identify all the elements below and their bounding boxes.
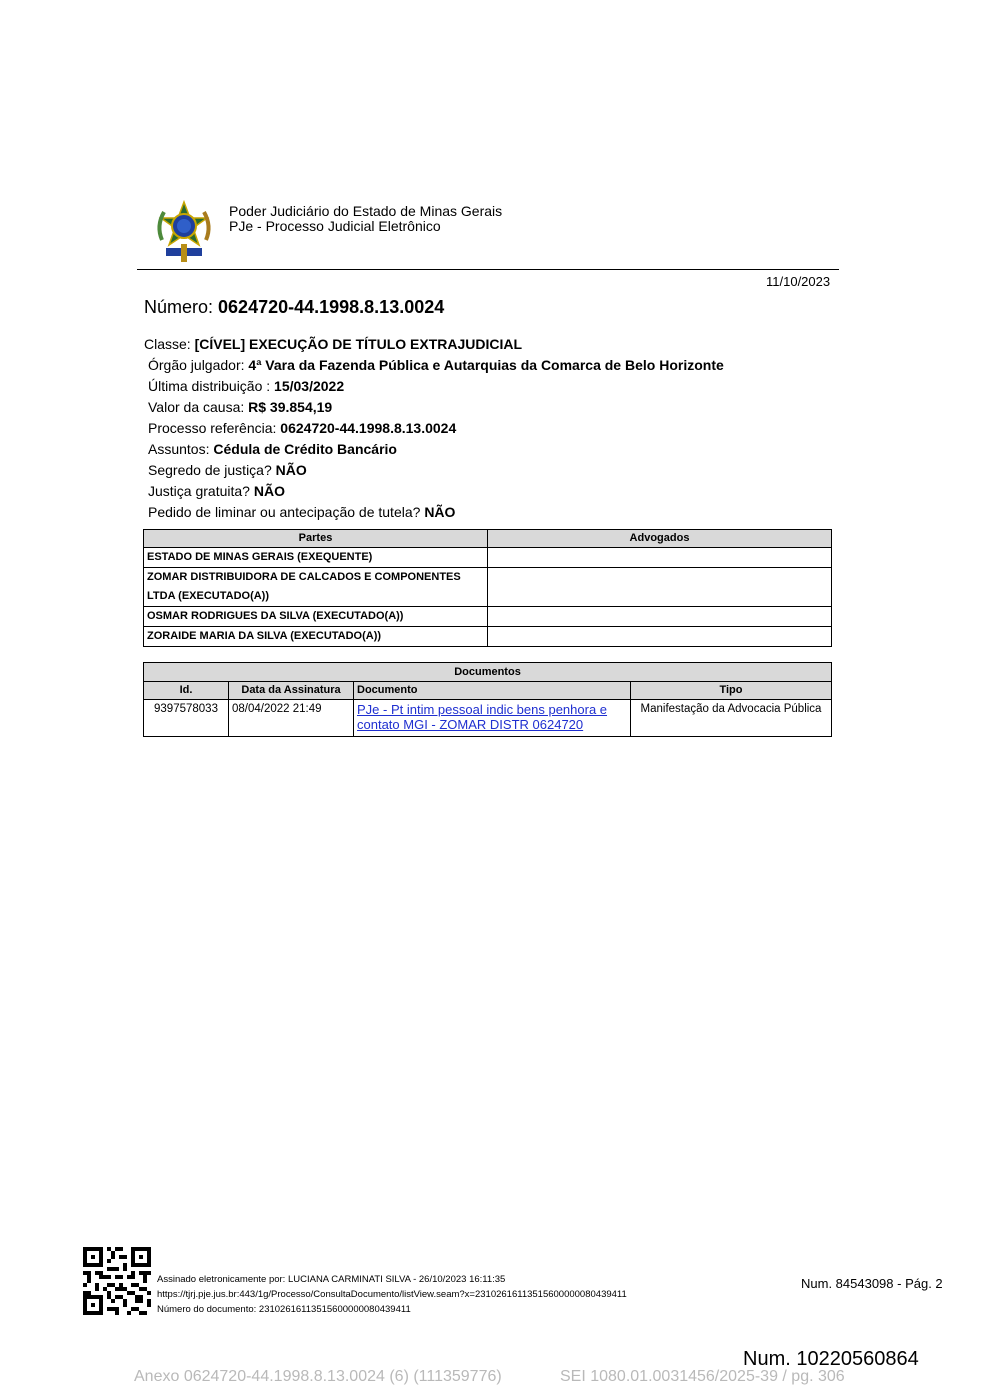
- field-value: Cédula de Crédito Bancário: [213, 441, 397, 457]
- field-segredo: [148, 462, 307, 478]
- page-number: Num. 84543098 - Pág. 2: [801, 1276, 943, 1291]
- header-divider: [137, 269, 839, 270]
- field-value: 0624720-44.1998.8.13.0024: [280, 420, 457, 436]
- field-label: Pedido de liminar ou antecipação de tutela?: [148, 504, 425, 520]
- documento-header: Documento: [354, 682, 631, 700]
- field-distribuicao: [148, 378, 344, 394]
- doc-date: 08/04/2022 21:49: [229, 700, 354, 737]
- partes-header: Partes: [144, 530, 488, 548]
- documentos-table: [143, 662, 832, 737]
- field-label: Valor da causa:: [148, 399, 249, 415]
- advogados-header: Advogados: [488, 530, 832, 548]
- field-value: NÃO: [253, 483, 285, 499]
- field-label: Assuntos:: [148, 441, 214, 457]
- sei-watermark: SEI 1080.01.0031456/2025-39 / pg. 306: [560, 1368, 845, 1385]
- document-link[interactable]: PJe - Pt intim pessoal indic bens penhora e contato MGI - ZOMAR DISTR 0624720: [357, 702, 608, 732]
- doc-name-cell: [354, 700, 631, 737]
- parte-cell: ZOMAR DISTRIBUIDORA DE CALCADOS E COMPONENTES LTDA (EXECUTADO(A)): [144, 568, 488, 607]
- table-row: [144, 700, 832, 737]
- advogado-cell: [488, 568, 832, 607]
- court-name: Poder Judiciário do Estado de Minas Gerais: [229, 203, 503, 219]
- field-value: NÃO: [275, 462, 307, 478]
- table-row: [144, 548, 832, 568]
- document-number: Número do documento: 23102616113515600000080439411: [157, 1304, 411, 1315]
- doc-type: Manifestação da Advocacia Pública: [631, 700, 832, 737]
- field-classe: [144, 336, 522, 352]
- header-date: 11/10/2023: [766, 274, 831, 289]
- field-assuntos: [148, 441, 397, 457]
- qr-code-icon: [83, 1247, 151, 1315]
- brazil-coat-of-arms-icon: [152, 196, 216, 266]
- process-number: [144, 297, 444, 318]
- field-referencia: [148, 420, 456, 436]
- process-number-label: Número:: [144, 297, 219, 317]
- field-label: Processo referência:: [148, 420, 281, 436]
- field-label: Justiça gratuita?: [148, 483, 254, 499]
- signed-by: Assinado eletronicamente por: LUCIANA CARMINATI SILVA - 26/10/2023 16:11:35: [157, 1274, 506, 1285]
- parte-cell: ZORAIDE MARIA DA SILVA (EXECUTADO(A)): [144, 627, 488, 647]
- document-url: https://tjrj.pje.jus.br:443/1g/Processo/ConsultaDocumento/listView.seam?x=23102616113515600000080439411: [157, 1289, 627, 1300]
- advogado-cell: [488, 627, 832, 647]
- document-num: Num. 10220560864: [743, 1348, 919, 1370]
- field-value: R$ 39.854,19: [248, 399, 333, 415]
- field-gratuita: [148, 483, 285, 499]
- field-value: [CÍVEL] EXECUÇÃO DE TÍTULO EXTRAJUDICIAL: [194, 336, 523, 352]
- field-label: Segredo de justiça?: [148, 462, 276, 478]
- data-header: Data da Assinatura: [229, 682, 354, 700]
- table-row: [144, 607, 832, 627]
- id-header: Id.: [144, 682, 229, 700]
- process-number-value: 0624720-44.1998.8.13.0024: [218, 297, 445, 317]
- advogado-cell: [488, 548, 832, 568]
- annex-watermark: Anexo 0624720-44.1998.8.13.0024 (6) (111359776): [134, 1368, 502, 1385]
- parte-cell: ESTADO DE MINAS GERAIS (EXEQUENTE): [144, 548, 488, 568]
- field-label: Última distribuição :: [148, 378, 275, 394]
- field-label: Classe:: [144, 336, 195, 352]
- field-valor: [148, 399, 332, 415]
- partes-table: [143, 529, 832, 647]
- documentos-title: Documentos: [144, 663, 832, 682]
- field-liminar: [148, 504, 455, 520]
- field-value: 15/03/2022: [274, 378, 345, 394]
- table-row: [144, 568, 832, 607]
- advogado-cell: [488, 607, 832, 627]
- system-name: PJe - Processo Judicial Eletrônico: [229, 218, 441, 234]
- field-label: Órgão julgador:: [148, 357, 249, 373]
- parte-cell: OSMAR RODRIGUES DA SILVA (EXECUTADO(A)): [144, 607, 488, 627]
- field-orgao: [148, 357, 724, 373]
- doc-id: 9397578033: [144, 700, 229, 737]
- tipo-header: Tipo: [631, 682, 832, 700]
- field-value: 4ª Vara da Fazenda Pública e Autarquias da Comarca de Belo Horizonte: [248, 357, 724, 373]
- field-value: NÃO: [424, 504, 456, 520]
- table-row: [144, 627, 832, 647]
